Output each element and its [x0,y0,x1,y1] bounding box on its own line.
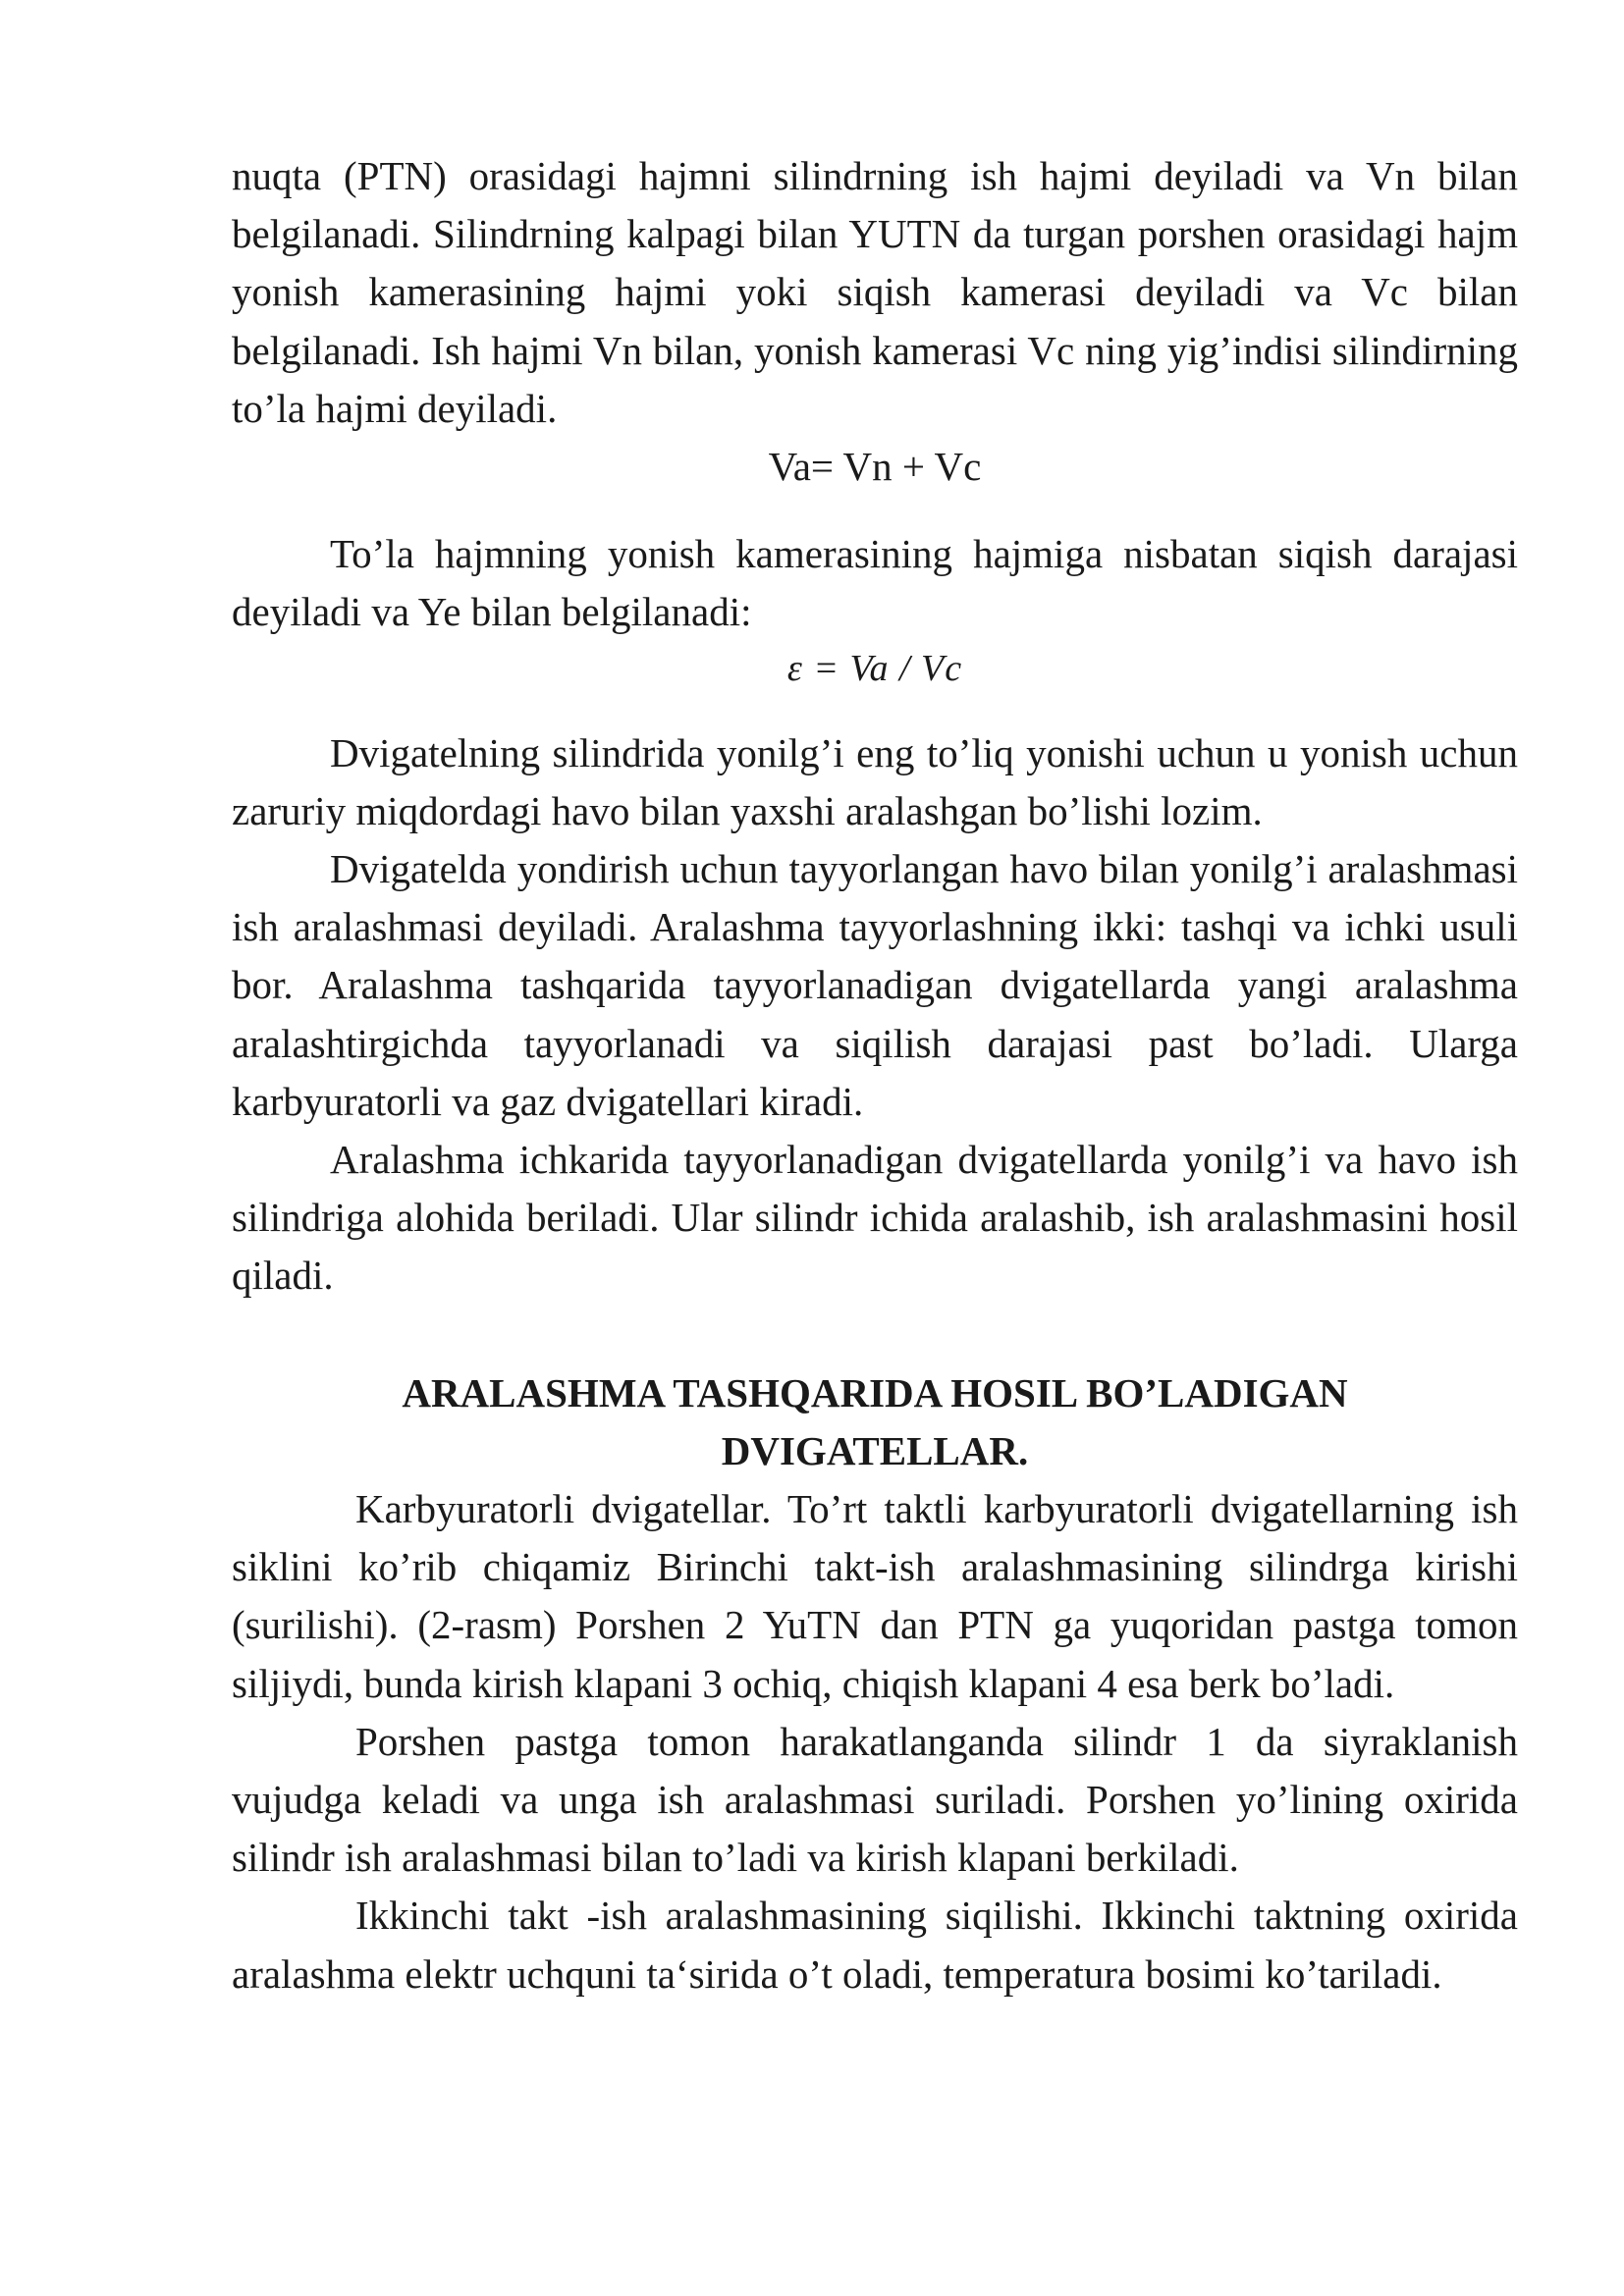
document-page [232,147,1518,2003]
paragraph-fuel-combustion: Dvigatelning silindrida yonilg’i eng to’liq yonishi uchun u yonish uchun zaruriy miqdordagi havo bilan yaxshi aralashgan bo’lishi lozim. [232,729,1518,833]
paragraph-carburetor-engines: Karbyuratorli dvigatellar. To’rt taktli karbyuratorli dvigatellarning ish siklini ko’rib chiqamiz Birinchi takt-ish aralashmasining silindrga kirishi (surilishi). (2-rasm) Porshen 2 YuTN dan PTN ga yuqoridan pastga tomon siljiydi, bunda kirish klapani 3 ochiq, chiqish klapani 4 esa berk bo’ladi. [232,1486,1518,1706]
paragraph-piston-downstroke: Porshen pastga tomon harakatlanganda silindr 1 da siyraklanish vujudga keladi va unga ish aralashmasi suriladi. Porshen yo’lining oxirida silindr ish aralashmasi bilan to’ladi va kirish klapani berkiladi. [232,1718,1518,1881]
paragraph-compression-ratio: To’la hajmning yonish kamerasining hajmiga nisbatan siqish darajasi deyiladi va Ye bilan belgilanadi: [232,531,1518,635]
equation-total-volume: Va= Vn + Vc [768,444,982,490]
section-heading-line2: DVIGATELLAR. [721,1427,1029,1473]
paragraph-internal-mixing: Aralashma ichkarida tayyorlanadigan dvigatellarda yonilg’i va havo ish silindriga alohida beriladi. Ular silindr ichida aralashib, ish aralashmasini hosil qiladi. [232,1137,1518,1299]
equation-compression-ratio: ε = Va / Vc [786,647,963,689]
section-heading-line1: ARALASHMA TASHQARIDA HOSIL BO’LADIGAN [402,1369,1348,1415]
paragraph-second-stroke: Ikkinchi takt -ish aralashmasining siqilishi. Ikkinchi taktning oxirida aralashma elektr uchquni ta‘sirida o’t oladi, temperatura bosimi ko’tariladi. [232,1893,1518,1997]
paragraph-volume-definition: nuqta (PTN) orasidagi hajmni silindrning ish hajmi deyiladi va Vn bilan belgilanadi. Silindrning kalpagi bilan YUTN da turgan porshen orasidagi hajm yonish kamerasining hajmi yoki siqish kamerasi deyiladi va Vc bilan belgilanadi. Ish hajmi Vn bilan, yonish kamerasi Vc ning yig’indisi silindirning to’la hajmi deyiladi. [232,153,1518,431]
paragraph-working-mixture: Dvigatelda yondirish uchun tayyorlangan havo bilan yonilg’i aralashmasi ish aralashmasi deyiladi. Aralashma tayyorlashning ikki: tashqi va ichki usuli bor. Aralashma tashqarida tayyorlanadigan dvigatellarda yangi aralashma aralashtirgichda tayyorlanadi va siqilish darajasi past bo’ladi. Ularga karbyuratorli va gaz dvigatellari kiradi. [232,846,1518,1124]
